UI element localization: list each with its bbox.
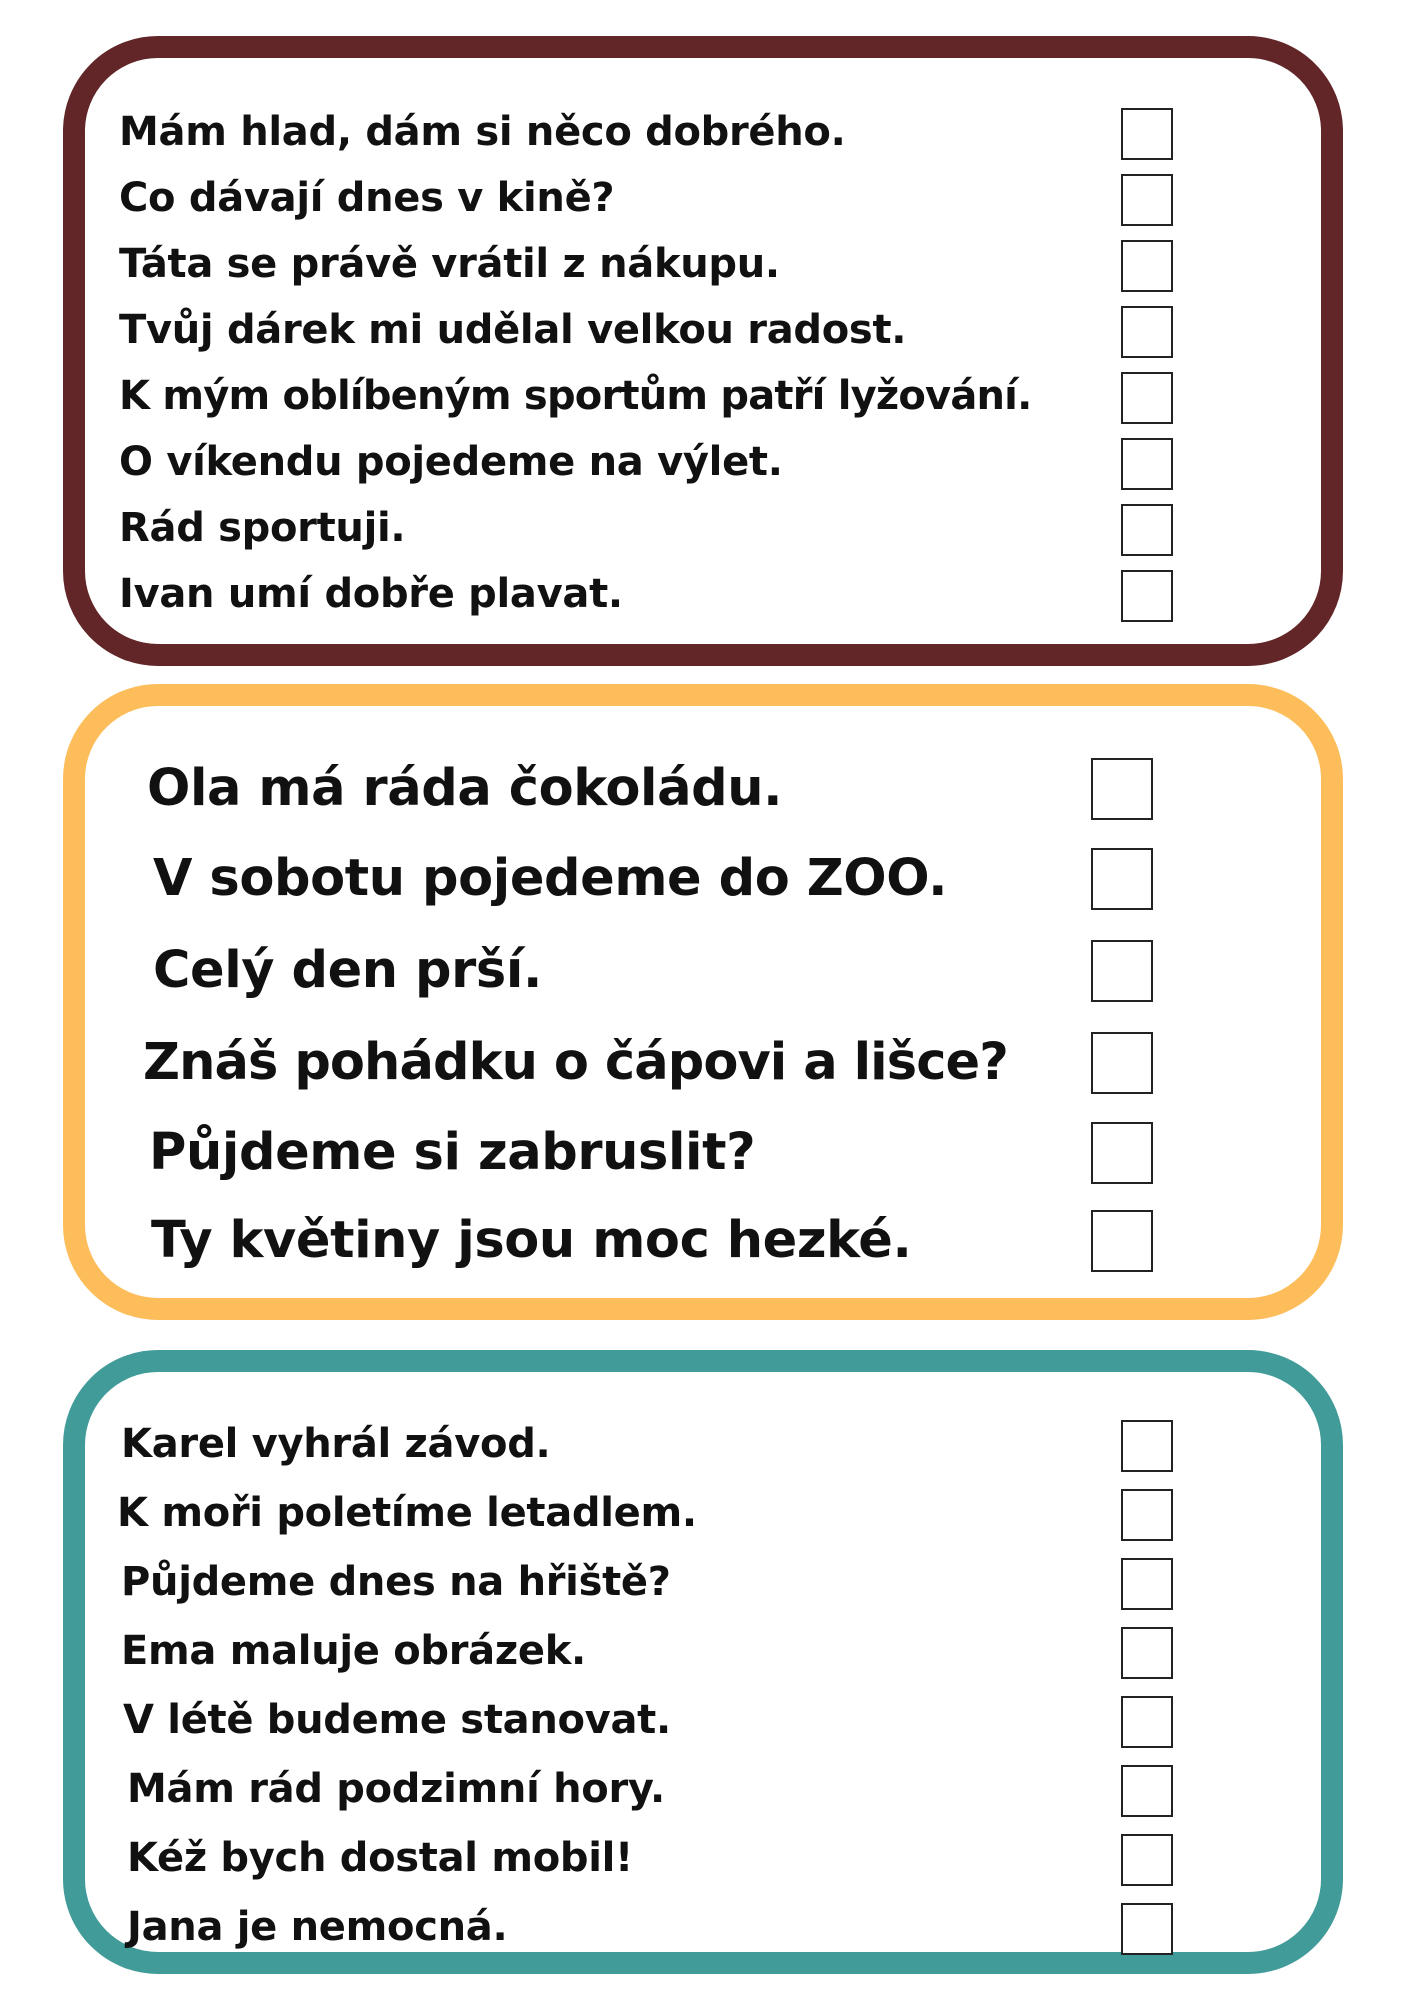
sentence-text: Jana je nemocná. (127, 1904, 508, 1950)
sentence-text: Táta se právě vrátil z nákupu. (119, 241, 780, 287)
sentence-text: Ema maluje obrázek. (121, 1628, 586, 1674)
sentence-text: Půjdeme dnes na hřiště? (121, 1559, 671, 1605)
answer-checkbox[interactable] (1091, 1032, 1153, 1094)
answer-checkbox[interactable] (1121, 174, 1173, 226)
sentence-text: Kéž bych dostal mobil! (127, 1835, 633, 1881)
answer-checkbox[interactable] (1121, 1489, 1173, 1541)
sentence-panel-2 (63, 684, 1343, 1320)
answer-checkbox[interactable] (1121, 1627, 1173, 1679)
sentence-text: Co dávají dnes v kině? (119, 175, 615, 221)
sentence-text: O víkendu pojedeme na výlet. (119, 439, 783, 485)
sentence-text: K mým oblíbeným sportům patří lyžování. (119, 373, 1032, 419)
sentence-text: Ola má ráda čokoládu. (147, 759, 783, 818)
answer-checkbox[interactable] (1121, 108, 1173, 160)
sentence-text: Celý den prší. (153, 941, 542, 1000)
answer-checkbox[interactable] (1121, 1834, 1173, 1886)
answer-checkbox[interactable] (1121, 306, 1173, 358)
sentence-text: Rád sportuji. (119, 505, 406, 551)
sentence-text: Tvůj dárek mi udělal velkou radost. (119, 307, 907, 353)
sentence-text: Karel vyhrál závod. (121, 1421, 551, 1467)
sentence-text: K moři poletíme letadlem. (117, 1490, 697, 1536)
sentence-text: V sobotu pojedeme do ZOO. (153, 849, 948, 908)
sentence-text: Mám rád podzimní hory. (127, 1766, 665, 1812)
answer-checkbox[interactable] (1121, 1420, 1173, 1472)
sentence-text: Znáš pohádku o čápovi a lišce? (143, 1033, 1008, 1092)
answer-checkbox[interactable] (1091, 848, 1153, 910)
sentence-text: Ivan umí dobře plavat. (119, 571, 623, 617)
answer-checkbox[interactable] (1091, 940, 1153, 1002)
answer-checkbox[interactable] (1091, 1122, 1153, 1184)
answer-checkbox[interactable] (1121, 504, 1173, 556)
sentence-panel-1 (63, 36, 1343, 666)
sentence-text: Mám hlad, dám si něco dobrého. (119, 109, 846, 155)
answer-checkbox[interactable] (1121, 1696, 1173, 1748)
answer-checkbox[interactable] (1121, 372, 1173, 424)
answer-checkbox[interactable] (1121, 1558, 1173, 1610)
sentence-text: V létě budeme stanovat. (123, 1697, 671, 1743)
answer-checkbox[interactable] (1121, 438, 1173, 490)
answer-checkbox[interactable] (1121, 1765, 1173, 1817)
answer-checkbox[interactable] (1121, 240, 1173, 292)
answer-checkbox[interactable] (1121, 570, 1173, 622)
sentence-text: Půjdeme si zabruslit? (149, 1123, 756, 1182)
answer-checkbox[interactable] (1091, 758, 1153, 820)
answer-checkbox[interactable] (1121, 1903, 1173, 1955)
sentence-text: Ty květiny jsou moc hezké. (151, 1211, 912, 1270)
answer-checkbox[interactable] (1091, 1210, 1153, 1272)
sentence-panel-3 (63, 1350, 1343, 1974)
